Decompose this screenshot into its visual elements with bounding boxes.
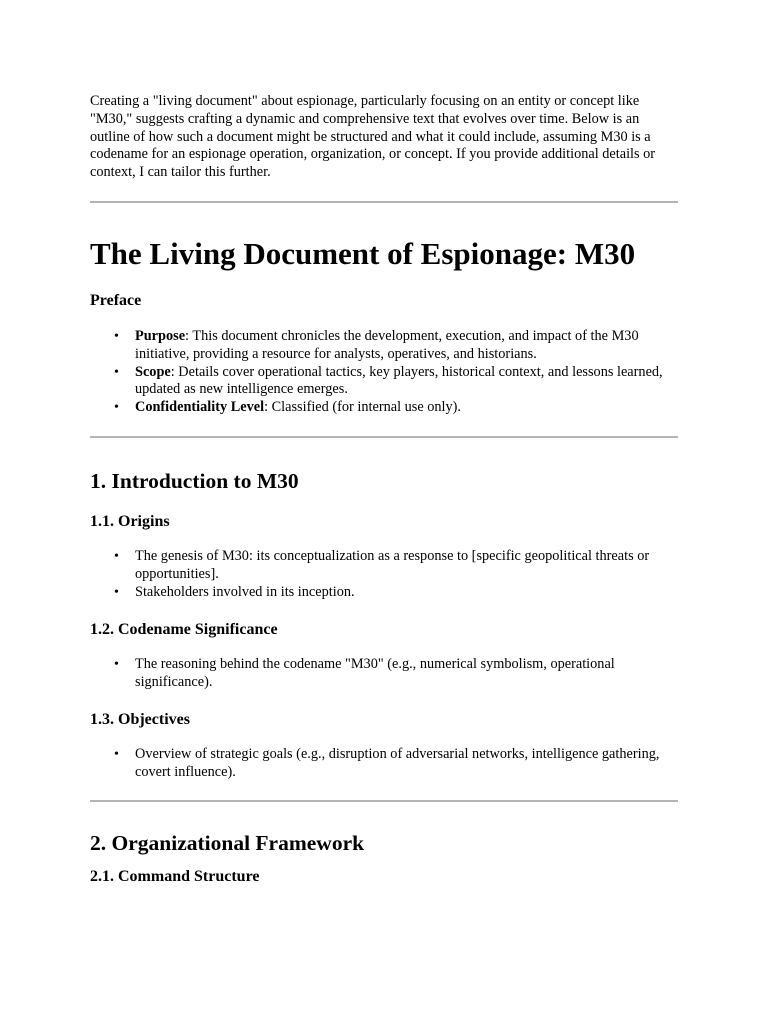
objectives-list <box>90 746 678 782</box>
list-item <box>114 327 678 364</box>
bullet-glyph: • <box>114 364 119 380</box>
document-page <box>90 93 678 887</box>
item-text: The genesis of M30: its conceptualization as a response to [specific geopolitical threats or opportunities]. <box>135 547 650 582</box>
list-item <box>114 583 678 602</box>
command-structure-heading: 2.1. Command Structure <box>90 867 260 885</box>
item-text: Stakeholders involved in its inception. <box>135 583 355 600</box>
preface-list <box>90 328 678 417</box>
list-item <box>114 399 678 417</box>
list-item <box>114 547 678 584</box>
origins-list <box>90 548 678 601</box>
bullet-glyph: • <box>114 657 119 673</box>
list-item <box>114 745 678 782</box>
list-item <box>114 656 678 692</box>
item-label: Scope <box>135 363 171 380</box>
bullet-glyph: • <box>114 400 119 416</box>
origins-heading: 1.1. Origins <box>90 512 170 530</box>
intro-paragraph: Creating a "living document" about espionage, particularly focusing on an entity or concept like "M30," suggests crafting a dynamic and comprehensive text that evolves over time. Below is an outline of how such a document might be structured and what it could include, assuming M30 is a codename for an espionage operation, organization, or concept. If you provide additional details or context, I can tailor this further. <box>90 93 656 181</box>
item-text: The reasoning behind the codename "M30" (e.g., numerical symbolism, operational significance). <box>135 656 615 691</box>
item-text: : This document chronicles the development, execution, and impact of the M30 initiative, providing a resource for analysts, operatives, and historians. <box>135 327 639 362</box>
bullet-glyph: • <box>114 548 119 564</box>
codename-heading: 1.2. Codename Significance <box>90 621 278 639</box>
item-text: : Classified (for internal use only). <box>264 399 462 416</box>
item-label: Purpose <box>135 327 186 344</box>
item-label: Confidentiality Level <box>135 399 265 416</box>
bullet-glyph: • <box>114 328 119 344</box>
item-text: : Details cover operational tactics, key players, historical context, and lessons learned, updated as new intelligence emerges. <box>135 363 663 398</box>
section-2-heading: 2. Organizational Framework <box>90 830 365 855</box>
bullet-glyph: • <box>114 746 119 762</box>
objectives-heading: 1.3. Objectives <box>90 710 190 728</box>
item-text: Overview of strategic goals (e.g., disruption of adversarial networks, intelligence gathering, covert influence). <box>135 745 660 780</box>
preface-heading: Preface <box>90 291 142 309</box>
codename-list <box>90 656 678 692</box>
document-title: The Living Document of Espionage: M30 <box>90 235 636 271</box>
list-item <box>114 363 678 400</box>
bullet-glyph: • <box>114 584 119 600</box>
section-1-heading: 1. Introduction to M30 <box>90 468 299 493</box>
